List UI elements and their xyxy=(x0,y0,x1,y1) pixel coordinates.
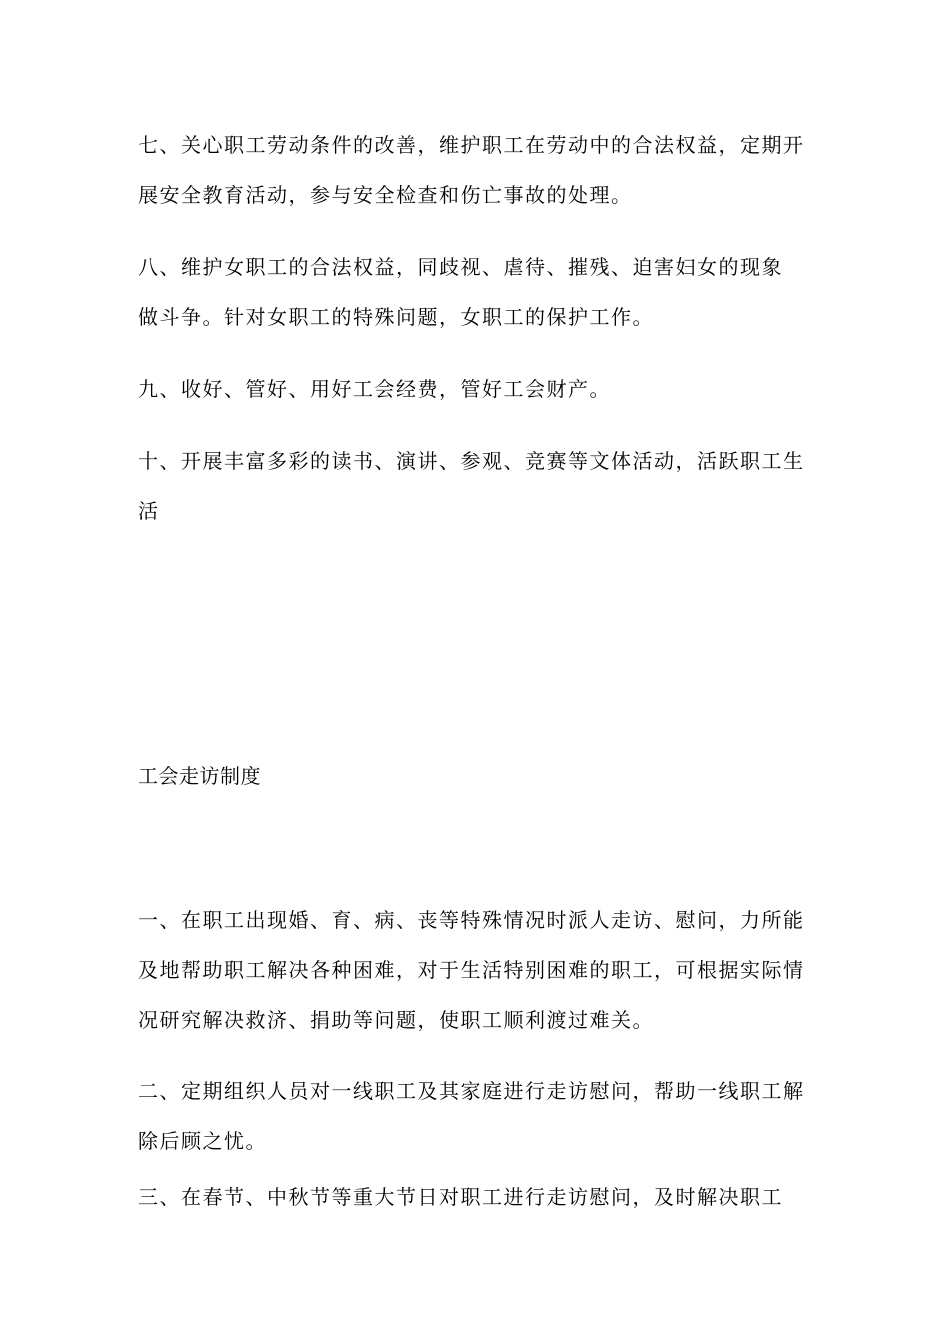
paragraph-line: 九、收好、管好、用好工会经费，管好工会财产。 xyxy=(138,377,611,401)
paragraph-line: 及地帮助职工解决各种困难，对于生活特别困难的职工，可根据实际情 xyxy=(138,958,805,982)
paragraph-line: 三、在春节、中秋节等重大节日对职工进行走访慰问，及时解决职工 xyxy=(138,1185,783,1209)
section-title: 工会走访制度 xyxy=(138,764,261,788)
paragraph-line: 八、维护女职工的合法权益，同歧视、虐待、摧残、迫害妇女的现象 xyxy=(138,255,783,279)
paragraph-line: 一、在职工出现婚、育、病、丧等特殊情况时派人走访、慰问，力所能 xyxy=(138,908,805,932)
paragraph-line: 二、定期组织人员对一线职工及其家庭进行走访慰问，帮助一线职工解 xyxy=(138,1079,805,1103)
paragraph-line: 况研究解决救济、捐助等问题，使职工顺利渡过难关。 xyxy=(138,1008,654,1032)
paragraph-line: 七、关心职工劳动条件的改善，维护职工在劳动中的合法权益，定期开 xyxy=(138,133,805,157)
paragraph-line: 活 xyxy=(138,499,160,523)
paragraph-line: 十、开展丰富多彩的读书、演讲、参观、竞赛等文体活动，活跃职工生 xyxy=(138,449,805,473)
paragraph-line: 除后顾之忧。 xyxy=(138,1129,267,1153)
paragraph-line: 做斗争。针对女职工的特殊问题，女职工的保护工作。 xyxy=(138,305,654,329)
paragraph-line: 展安全教育活动，参与安全检查和伤亡事故的处理。 xyxy=(138,183,633,207)
